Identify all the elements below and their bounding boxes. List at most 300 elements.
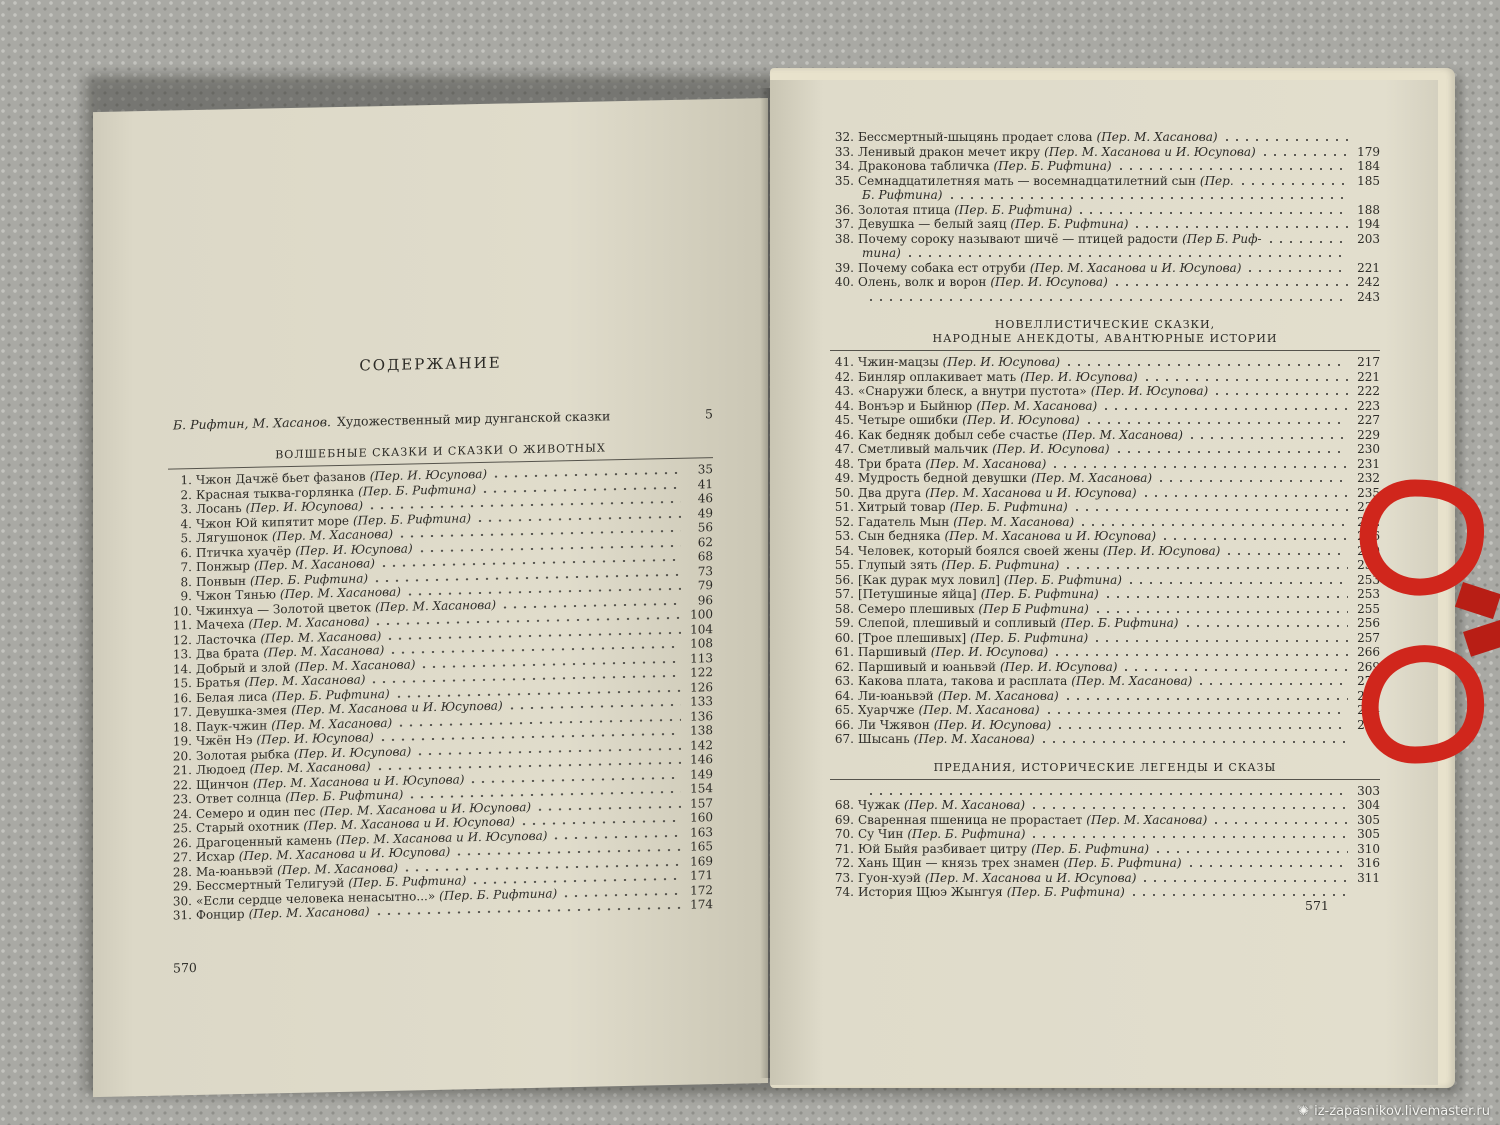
toc-entry-title: История Щюэ Жынгуя [858,885,1003,899]
watermark-text: iz-zapasnikov.livemaster.ru [1314,1104,1490,1119]
dot-leader [1064,364,1348,366]
toc-entry-page: 221 [1357,369,1380,384]
toc-entry-number: 49. [834,471,854,485]
dot-leader [1078,524,1348,526]
toc-entry-title: Добрый и злой [196,659,291,676]
dot-leader [1186,865,1348,867]
dot-leader [1222,139,1348,141]
toc-entry-title: Чжён Нэ [196,732,253,748]
toc-entry-number: 23. [172,792,192,807]
toc-entry-page: 217 [1357,355,1380,369]
toc-entry-page: 188 [1357,202,1380,217]
toc-entry-translator: (Пер. М. Хасанова и И. Юсупова) [238,844,451,864]
toc-entry-page: 257 [1357,630,1380,645]
toc-entry-number: 4. [180,516,192,531]
toc-entry-title: Чжинхуа — Золотой цветок [196,599,372,618]
toc-entry-page: 169 [690,853,713,869]
toc-entry-translator: (Пер. М. Хасанова) [249,759,371,776]
toc-entry-number: 14. [172,661,192,676]
toc-entry-translator: (Пер. М. Хасанова и И. Юсупова) [1044,144,1256,159]
dot-leader [1126,582,1348,584]
toc-entry-page: 41 [697,476,713,491]
toc-entry [830,558,1380,573]
intro-title: Художественный мир дунганской сказки [337,408,611,430]
toc-entry [830,486,1380,501]
toc-entry-title: Драконова табличка [858,159,990,173]
toc-entry-translator: (Пер. И. Юсупова) [1020,369,1138,384]
toc-entry-translator: (Пер. Б. Рифтина) [271,686,390,703]
toc-entry-number: 46. [834,427,854,442]
toc-entry-number: 6. [180,545,192,560]
toc-entry-title: Су Чин [858,827,904,841]
dot-leader [1211,822,1348,824]
dot-leader [947,197,1349,199]
dot-leader [866,793,1348,795]
toc-entry-number: 38. [834,231,854,246]
toc-entry-title: Бинляр оплакивает мать [858,369,1017,384]
toc-entry-number: 65. [834,703,854,717]
dot-leader [1196,683,1348,685]
toc-entry-number: 1. [180,473,192,488]
toc-entry-number: 3. [180,502,192,517]
toc-list-left [168,462,713,923]
dot-leader [1212,393,1348,395]
toc-entry-number: 12. [172,632,192,647]
toc-entry [830,500,1380,515]
toc-entry [830,587,1380,602]
section-heading-2-line-2: НАРОДНЫЕ АНЕКДОТЫ, АВАНТЮРНЫЕ ИСТОРИИ [932,332,1278,345]
toc-entry [830,885,1380,900]
toc-entry-title: Ма-юаньвэй [196,862,274,879]
dot-leader [1063,567,1348,569]
section-heading-2-line-1: НОВЕЛЛИСТИЧЕСКИЕ СКАЗКИ, [994,318,1216,331]
toc-entry-title: Паршивый [858,645,927,659]
toc-entry-title: Лягушонок [196,529,269,545]
dot-leader [1084,422,1348,424]
dot-leader [1076,212,1348,214]
toc-entry-translator: (Пер. М. Хасанова) [1061,427,1183,442]
toc-entry-title: Чужак [858,798,901,812]
dot-leader [1132,226,1348,228]
toc-entry-translator: (Пер. И. Юсупова) [256,730,374,747]
toc-entry-translator: (Пер. И. Юсупова) [369,466,488,484]
dot-leader [561,893,681,898]
toc-entry-page: 56 [697,520,713,535]
dot-leader [1114,451,1348,453]
toc-entry-translator: (Пер. М. Хасанова) [277,860,399,877]
toc-entry-page: 96 [697,592,713,607]
toc-entry-page: 35 [697,462,713,477]
toc-entry [830,413,1380,428]
dot-leader [1140,880,1348,882]
toc-entry-translator: (Пер. И. Юсупова) [992,442,1110,456]
toc-entry-number: 43. [834,384,854,398]
toc-entry-number: 24. [172,806,192,821]
toc-entry-page: 154 [690,781,713,796]
toc-entry-title: Лосань [196,501,242,516]
toc-entry [830,384,1380,399]
dot-leader [1039,741,1348,743]
toc-entry-page: 305 [1357,812,1380,827]
toc-entry-number: 31. [172,908,192,923]
toc-entry-title: Ли Чжявон [858,717,930,732]
toc-entry-translator: (Пер. М. Хасанова) [279,584,401,602]
toc-entry-number: 30. [172,893,192,908]
dot-leader [1129,894,1348,896]
toc-entry-title: Семнадцатилетняя мать — восемнадцатилетний сын [858,173,1196,188]
toc-entry-page: 311 [1357,870,1380,885]
toc-entry-translator: (Пер. М. Хасанова) [271,715,393,732]
toc-entry-title: [Петушиные яйца] [858,587,977,601]
toc-entry [830,275,1380,290]
toc-entry-number: 9. [180,589,192,604]
toc-entry-number: 68. [834,798,854,812]
toc-entry-page: 174 [690,897,713,912]
toc-entry-page: 230 [1357,442,1380,456]
toc-entry [830,616,1380,631]
toc-entry-translator: (Пер. М. Хасанова) [248,614,370,631]
toc-entry-number: 25. [172,821,192,836]
toc-entry [830,674,1380,689]
toc-entry-number: 50. [834,485,854,500]
section-heading-3: ПРЕДАНИЯ, ИСТОРИЧЕСКИЕ ЛЕГЕНДЫ И СКАЗЫ [933,760,1277,774]
dot-leader [1245,270,1348,272]
toc-entry-number: 57. [834,587,854,601]
toc-entry-number: 61. [834,645,854,659]
dot-leader [1101,408,1348,410]
intro-author: Б. Рифтин, М. Хасанов. [173,414,332,433]
toc-entry-page: 133 [690,694,713,709]
toc-entry-number: 26. [172,835,192,850]
toc-entry [830,217,1380,232]
dot-leader [1044,712,1348,714]
toc-entry-translator: (Пер. М. Хасанова и И. Юсупова) [925,485,1137,500]
toc-entry-number: 63. [834,674,854,688]
toc-entry-number: 37. [834,217,854,231]
dot-leader [1052,654,1348,656]
toc-entry-translator: (Пер. М. Хасанова) [953,514,1075,529]
toc-entry-title: Красная тыква-горлянка [196,484,355,502]
toc-entry-title: Сметливый мальчик [858,442,989,456]
toc-entry-title: Глупый зять [858,558,938,572]
toc-entry-title: Сваренная пшеница не прорастает [858,812,1083,827]
toc-entry-page: 232 [1357,471,1380,485]
toc-entry-title: Птичка хуачёр [196,543,292,560]
toc-entry-page: 79 [697,578,713,593]
toc-entry-page: 100 [690,607,713,622]
dot-leader [866,299,1348,301]
toc-entry-number: 13. [172,647,192,662]
dot-leader [1121,669,1348,671]
toc-entry-page: 172 [690,882,713,898]
toc-entry [830,130,1380,145]
scissors-icon [1345,470,1500,770]
toc-entry-number: 35. [834,173,854,188]
toc-entry-title: Четыре ошибки [858,413,959,427]
toc-entry-number: 34. [834,159,854,173]
toc-entry-page: 305 [1357,827,1380,841]
toc-entry-number: 67. [834,732,854,746]
toc-entry-title: Человек, который боялся своей жены [858,543,1099,558]
toc-entry-translator: (Пер. М. Хасанова) [248,904,370,921]
toc-entry-title: Фонцир [196,906,245,922]
toc-entry-translator: (Пер. Б. Рифтина) [358,481,477,499]
toc-entry-title: Золотая птица [858,202,951,217]
toc-entry-page: 304 [1357,798,1380,812]
toc-entry-number: 21. [172,763,192,778]
toc-entry-title: Чжин-мацзы [858,355,939,369]
toc-entry-page: 243 [1357,289,1380,304]
toc-entry [830,718,1380,733]
toc-entry-number: 51. [834,500,854,514]
toc-entry-translator: (Пер. М. Хасанова и И. Юсупова) [335,828,548,847]
toc-entry-title: Ли-юаньвэй [858,688,934,703]
toc-entry-page: 253 [1357,587,1380,601]
toc-entry-page: 295 [1357,717,1380,732]
toc-entry-number: 74. [834,885,854,899]
toc-entry-translator: (Пер. М. Хасанова) [253,556,375,573]
toc-entry-translator: (Пер. М. Хасанова) [263,643,385,660]
toc-entry-number: 47. [834,442,854,456]
toc-entry-number: 5. [180,531,192,546]
toc-entry-translator: тина) [862,246,901,260]
toc-entry-number: 64. [834,688,854,703]
toc-entry-translator: (Пер. И. Юсупова) [1102,543,1221,558]
toc-entry-number: 69. [834,812,854,827]
toc-entry-number: 56. [834,572,854,587]
toc-entry [830,471,1380,486]
toc-entry-title: Золотая рыбка [196,746,290,763]
toc-entry-number: 72. [834,856,854,870]
toc-list-right-top [830,130,1380,304]
toc-entry [830,246,1380,261]
toc-entry-translator: (Пер. М. Хасанова) [925,456,1047,471]
toc-entry-translator: (Пер Б. Риф- [1182,231,1262,246]
toc-entry-number: 40. [834,275,854,289]
toc-entry-page: 113 [690,650,713,666]
toc-entry-number: 44. [834,398,854,413]
toc-entry-translator: (Пер. И. Юсупова) [1000,659,1118,674]
toc-entry-number: 52. [834,514,854,529]
toc-entry-number: 28. [172,864,192,879]
toc-entry-translator: (Пер. М. Хасанова и И. Юсупова) [1029,260,1242,275]
toc-entry-title: Три брата [858,456,922,471]
toc-entry-title: Паршивый и юаньвэй [858,659,996,674]
toc-entry-translator: (Пер. [1199,173,1234,188]
dot-leader [1266,241,1348,243]
toc-entry-translator: (Пер. И. Юсупова) [962,413,1080,427]
toc-entry-title: Чжон Тянью [196,587,276,603]
toc-entry-page: 255 [1357,601,1380,616]
toc-entry [830,399,1380,414]
toc-entry-title: Исхар [196,849,235,864]
toc-entry-number: 39. [834,260,854,275]
toc-entry-translator: (Пер. М. Хасанова и И. Юсупова) [319,799,532,818]
toc-entry-translator: (Пер. Б. Рифтина) [980,587,1099,601]
toc-entry-translator: Б. Рифтина) [862,188,943,202]
toc-entry-title: Как бедняк добыл себе счастье [858,427,1058,442]
toc-entry-page: 231 [1357,456,1380,471]
toc-entry [830,842,1380,857]
dot-leader [1141,495,1348,497]
toc-entry [830,573,1380,588]
dot-leader [1238,183,1348,185]
toc-entry-title: Девушка-змея [196,703,288,719]
dot-leader [1063,698,1348,700]
toc-entry [830,703,1380,718]
toc-entry-title: Ответ солнца [196,790,282,806]
toc-entry-page: 146 [690,752,713,767]
toc-entry-translator: (Пер Б Рифтина) [978,601,1089,616]
page-number-right: 571 [1305,898,1329,913]
toc-entry-title: Хуарчже [858,703,915,717]
toc-entry-number: 19. [172,734,192,749]
dot-leader [1183,625,1349,627]
dot-leader [535,806,681,811]
toc-list-right-bottom [830,784,1380,900]
toc-entry-page: 171 [690,868,713,883]
toc-entry [830,813,1380,828]
toc-entry-page: 284 [1357,703,1380,717]
toc-entry-translator: (Пер. Б. Рифтина) [993,159,1112,173]
toc-entry-page: 126 [690,679,713,695]
dot-leader [1092,640,1348,642]
toc-entry-title: «Снаружи блеск, а внутри пустота» [858,384,1087,398]
toc-entry-page: 149 [690,766,713,782]
intro-page: 5 [705,406,713,422]
dot-leader [1055,727,1348,729]
toc-entry-title: «Если сердце человека ненасытно...» [196,888,436,908]
toc-entry-title: [Трое плешивых] [858,630,967,645]
toc-entry [830,428,1380,443]
toc-entry-translator: (Пер. И. Юсупова) [293,743,412,761]
toc-entry-translator: (Пер. И. Юсупова) [942,355,1061,369]
toc-entry-title: Какова плата, такова и расплата [858,674,1068,688]
toc-entry-page: 242 [1357,275,1380,289]
intro-entry [173,406,713,432]
toc-entry-title: [Как дурак мух ловил] [858,572,1000,587]
toc-entry-page: 266 [1357,645,1380,659]
toc-entry-translator: (Пер. Б. Рифтина) [285,787,404,805]
toc-entry-page: 68 [697,549,713,564]
toc-entry-number: 66. [834,717,854,732]
toc-entry-translator: (Пер. Б. Рифтина) [1006,885,1125,899]
toc-entry-page: 229 [1357,427,1380,442]
dot-leader [1224,553,1348,555]
toc-entry [830,159,1380,174]
toc-entry [830,645,1380,660]
toc-entry-title: Почему собака ест отруби [858,260,1026,275]
toc-entry-page: 73 [697,563,713,578]
dot-leader [1187,437,1348,439]
toc-entry-title: Мачеха [196,616,245,632]
toc-entry-number: 17. [172,705,192,720]
toc-entry-translator: (Пер. М. Хасанова) [918,703,1040,717]
toc-entry [830,174,1380,189]
toc-entry-translator: (Пер. Б. Рифтина) [1010,217,1129,231]
toc-entry [830,203,1380,218]
toc-entry-translator: (Пер. М. Хасанова и И. Юсупова) [924,870,1137,885]
section-rule [830,779,1380,780]
toc-entry-number: 10. [172,603,192,618]
toc-entry-number: 62. [834,659,854,674]
toc-entry-number: 33. [834,144,854,159]
toc-entry-page: 138 [690,723,713,738]
dot-leader [1160,538,1348,540]
toc-entry-number: 22. [172,777,192,792]
toc-entry-translator: (Пер. И. Юсупова) [245,498,364,515]
toc-entry-translator: (Пер. Б. Рифтина) [1003,572,1122,587]
toc-entry-title: Драгоценный камень [196,832,332,850]
toc-entry-title: Мудрость бедной девушки [858,471,1028,485]
sun-icon: ✺ [1298,1104,1310,1119]
toc-entry-number: 18. [172,719,192,734]
toc-entry-page: 108 [690,636,713,651]
dot-leader [519,820,681,825]
toc-entry-translator: (Пер. Б. Рифтина) [954,202,1073,217]
toc-entry-translator: (Пер. Б. Рифтина) [907,827,1026,841]
toc-entry-translator: (Пер. Б. Рифтина) [949,500,1068,514]
toc-entry-number: 54. [834,543,854,558]
toc-entry-translator: (Пер. М. Хасанова) [1086,812,1208,827]
left-page [93,98,768,1097]
toc-entry [830,442,1380,457]
toc-entry [830,631,1380,646]
toc-entry-page: 316 [1357,856,1380,870]
dot-leader [1029,807,1348,809]
toc-entry-page: 227 [1357,413,1380,427]
toc-entry-number: 60. [834,630,854,645]
toc-entry [830,784,1380,799]
toc-entry-number: 42. [834,369,854,384]
toc-entry-number: 70. [834,827,854,841]
section-heading-1: ВОЛШЕБНЫЕ СКАЗКИ И СКАЗКИ О ЖИВОТНЫХ [275,441,606,462]
toc-entry-title: Сын бедняка [858,529,941,543]
toc-entry-page: 303 [1357,783,1380,798]
toc-entry-page: 157 [690,795,713,811]
toc-entry-page: 49 [697,505,713,520]
toc-entry-translator: (Пер. М. Хасанова) [1096,130,1218,144]
toc-entry-number: 29. [172,879,192,894]
toc-entry-title: Ленивый дракон мечет икру [858,144,1041,159]
toc-entry-translator: (Пер. Б. Рифтина) [1060,616,1179,630]
toc-entry-translator: (Пер. М. Хасанова) [244,672,366,689]
toc-entry-translator: (Пер. И. Юсупова) [930,645,1049,659]
toc-entry-translator: (Пер. Б. Рифтина) [1063,856,1182,870]
toc-entry-number: 27. [172,850,192,865]
toc-entry-number: 53. [834,529,854,543]
toc-entry-number: 71. [834,841,854,856]
dot-leader [551,835,681,840]
toc-entry-translator: (Пер. М. Хасанова) [260,628,382,646]
dot-leader [905,255,1348,257]
toc-entry-translator: (Пер. Б. Рифтина) [941,558,1060,572]
toc-entry-page: 221 [1357,260,1380,275]
toc-entry [830,544,1380,559]
toc-entry-page: 203 [1357,231,1380,246]
toc-entry-title: Олень, волк и ворон [858,275,987,289]
toc-entry-page: 142 [690,737,713,753]
toc-entry [830,457,1380,472]
toc-entry-page: 253 [1357,572,1380,587]
toc-entry-translator: (Пер. М. Хасанова) [976,398,1098,413]
toc-entry-number: 32. [834,130,854,144]
toc-entry-page: 256 [1357,616,1380,630]
toc-entry-number: 11. [172,618,192,633]
toc-entry-page: 122 [690,665,713,680]
toc-entry-number: 73. [834,870,854,885]
toc-entry [830,232,1380,247]
